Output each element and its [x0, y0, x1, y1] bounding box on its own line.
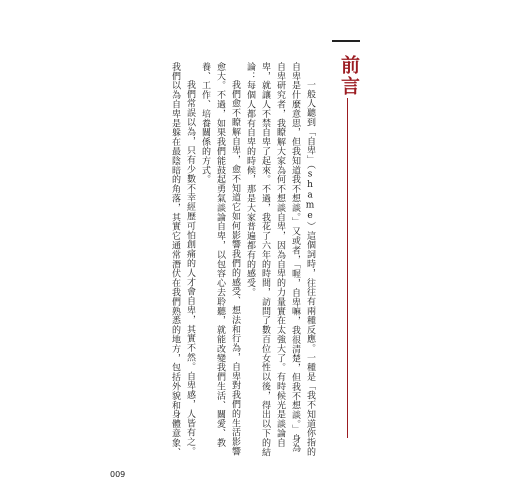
top-rule [332, 40, 360, 42]
paragraph: 我們常誤以為，只有少數不幸經歷可怕創痛的人才會自卑，其實不然。自卑感，人皆有之。我們以為自卑是躲在最陰暗的角落，其實它通常潛伏在我們熟悉的地方，包括外貌和身體意象、 [170, 62, 195, 457]
paragraph: 一般人聽到「自卑」（shame）這個詞時，往往有兩種反應。一種是「我不知道你指的自卑是什麼意思，但我知道我不想談。」又或者，「喔，自卑嘛，我很清楚，但我不想談。」身為自卑研究者，我瞭解大家為何不想談自卑，因為自卑的力量實在太強大了。有時候光是談論自卑，就讓人不禁自卑了起來。不過，我花了六年的時間，訪問了數百位女性以後，得出以下的結論：每個人都有自卑的時候，那是大家普遍都有的感受。 [245, 62, 315, 457]
body-text [167, 62, 317, 462]
paragraph: 我們愈不瞭解自卑，愈不知道它如何影響我們的感受、想法和行為，自卑對我們的生活影響愈大。不過，如果我們能鼓起勇氣談論自卑，以包容心去聆聽，就能改變我們生活、關愛、教養、工作、培養關係的方式。 [200, 62, 240, 456]
title-block [336, 55, 362, 97]
title-rule [347, 98, 348, 438]
page-number: 009 [110, 470, 126, 479]
page-title: 前言 [338, 55, 360, 97]
